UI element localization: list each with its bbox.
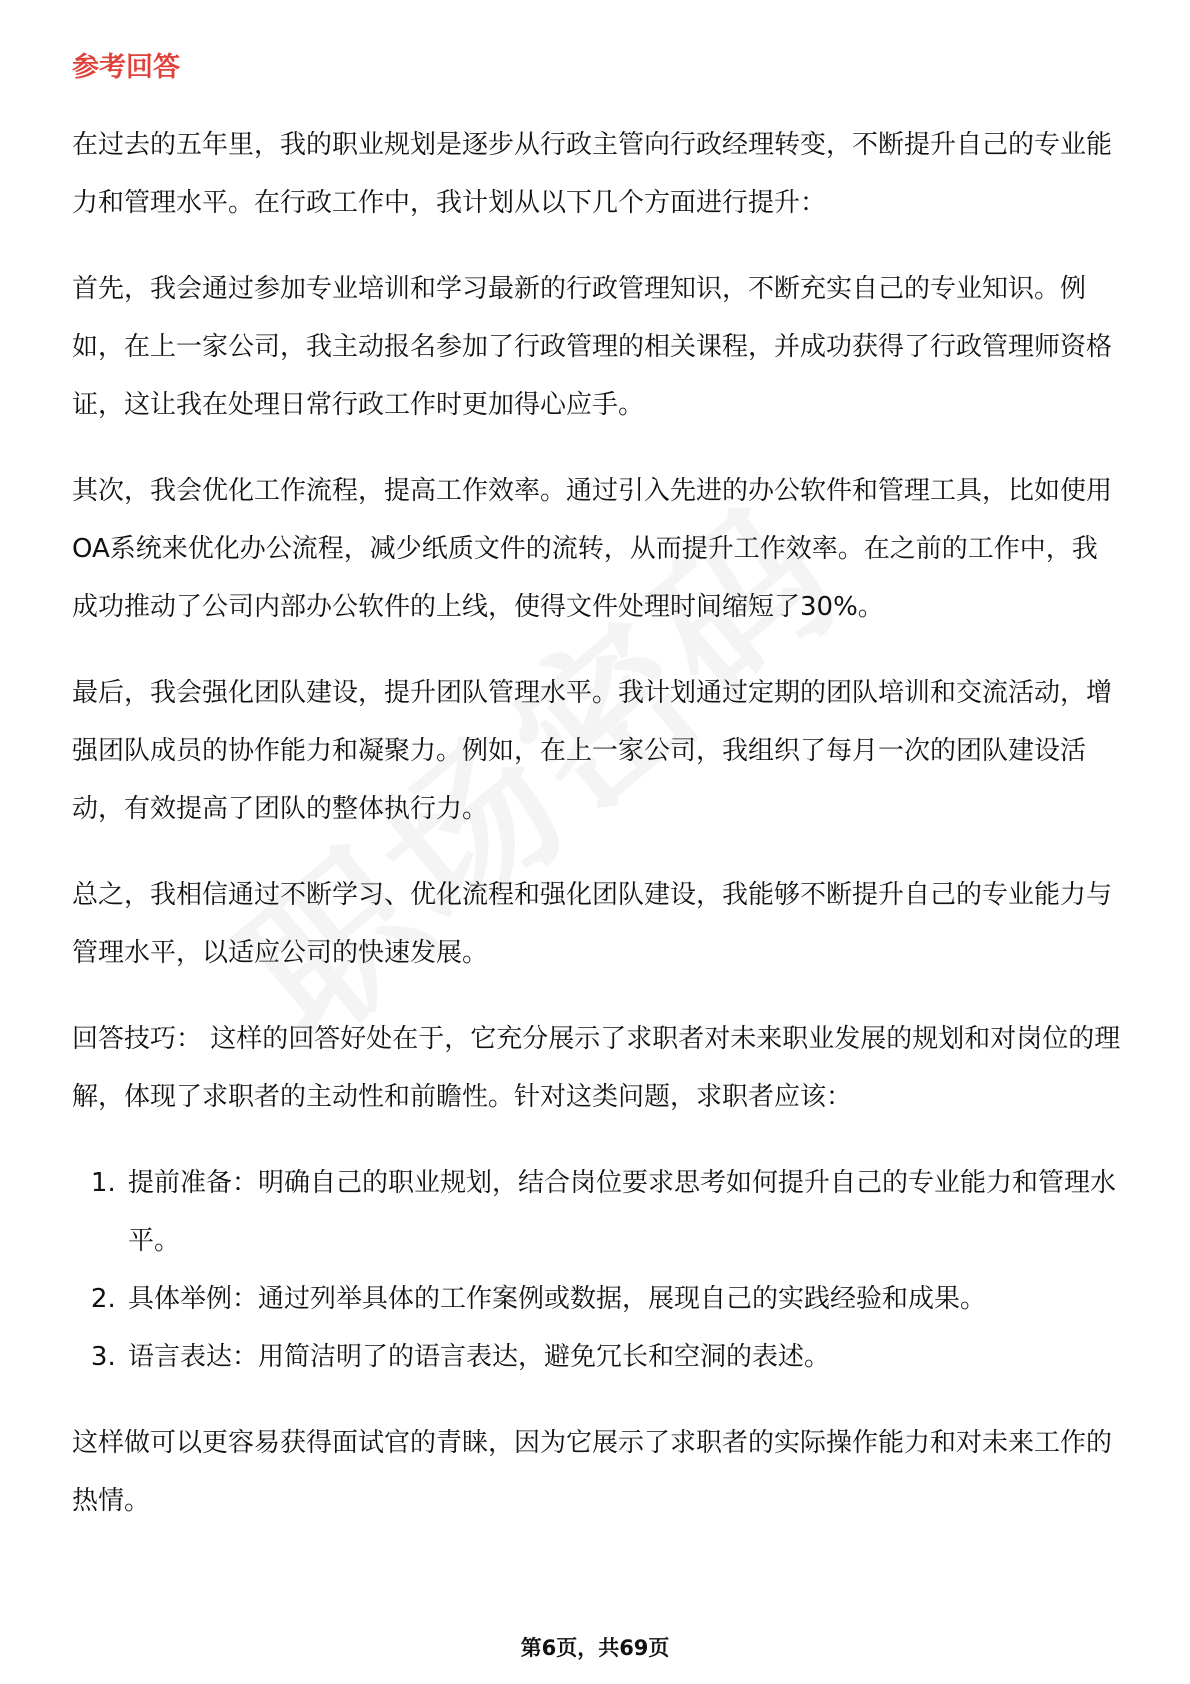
list-item: 1. 提前准备：明确自己的职业规划，结合岗位要求思考如何提升自己的专业能力和管理水平。	[124, 1154, 1122, 1270]
paragraph-summary: 总之，我相信通过不断学习、优化流程和强化团队建设，我能够不断提升自己的专业能力与管理水平，以适应公司的快速发展。	[72, 880, 1113, 968]
paragraph-second: 其次，我会优化工作流程，提高工作效率。通过引入先进的办公软件和管理工具，比如使用OA系统来优化办公流程，减少纸质文件的流转，从而提升工作效率。在之前的工作中，我成功推动了公司内部办公软件的上线，使得文件处理时间缩短了30%。	[72, 476, 1113, 622]
section-heading: 参考回答	[72, 52, 180, 83]
paragraph-tips-intro: 回答技巧： 这样的回答好处在于，它充分展示了求职者对未来职业发展的规划和对岗位的理解，体现了求职者的主动性和前瞻性。针对这类问题，求职者应该：	[72, 1024, 1121, 1112]
paragraph-intro: 在过去的五年里，我的职业规划是逐步从行政主管向行政经理转变，不断提升自己的专业能力和管理水平。在行政工作中，我计划从以下几个方面进行提升：	[72, 130, 1113, 218]
page-number: 第6页，共69页	[520, 1636, 670, 1660]
paragraph-last: 最后，我会强化团队建设，提升团队管理水平。我计划通过定期的团队培训和交流活动，增强团队成员的协作能力和凝聚力。例如，在上一家公司，我组织了每月一次的团队建设活动，有效提高了团队的整体执行力。	[72, 678, 1113, 824]
main-content	[72, 48, 1122, 1558]
paragraph-closing: 这样做可以更容易获得面试官的青睐，因为它展示了求职者的实际操作能力和对未来工作的热情。	[72, 1428, 1113, 1516]
list-item: 3. 语言表达：用简洁明了的语言表达，避免冗长和空洞的表述。	[124, 1328, 1122, 1386]
tips-list	[72, 1154, 1122, 1386]
paragraph-first: 首先，我会通过参加专业培训和学习最新的行政管理知识，不断充实自己的专业知识。例如，在上一家公司，我主动报名参加了行政管理的相关课程，并成功获得了行政管理师资格证，这让我在处理日常行政工作时更加得心应手。	[72, 274, 1113, 420]
list-item: 2. 具体举例：通过列举具体的工作案例或数据，展现自己的实践经验和成果。	[124, 1270, 1122, 1328]
